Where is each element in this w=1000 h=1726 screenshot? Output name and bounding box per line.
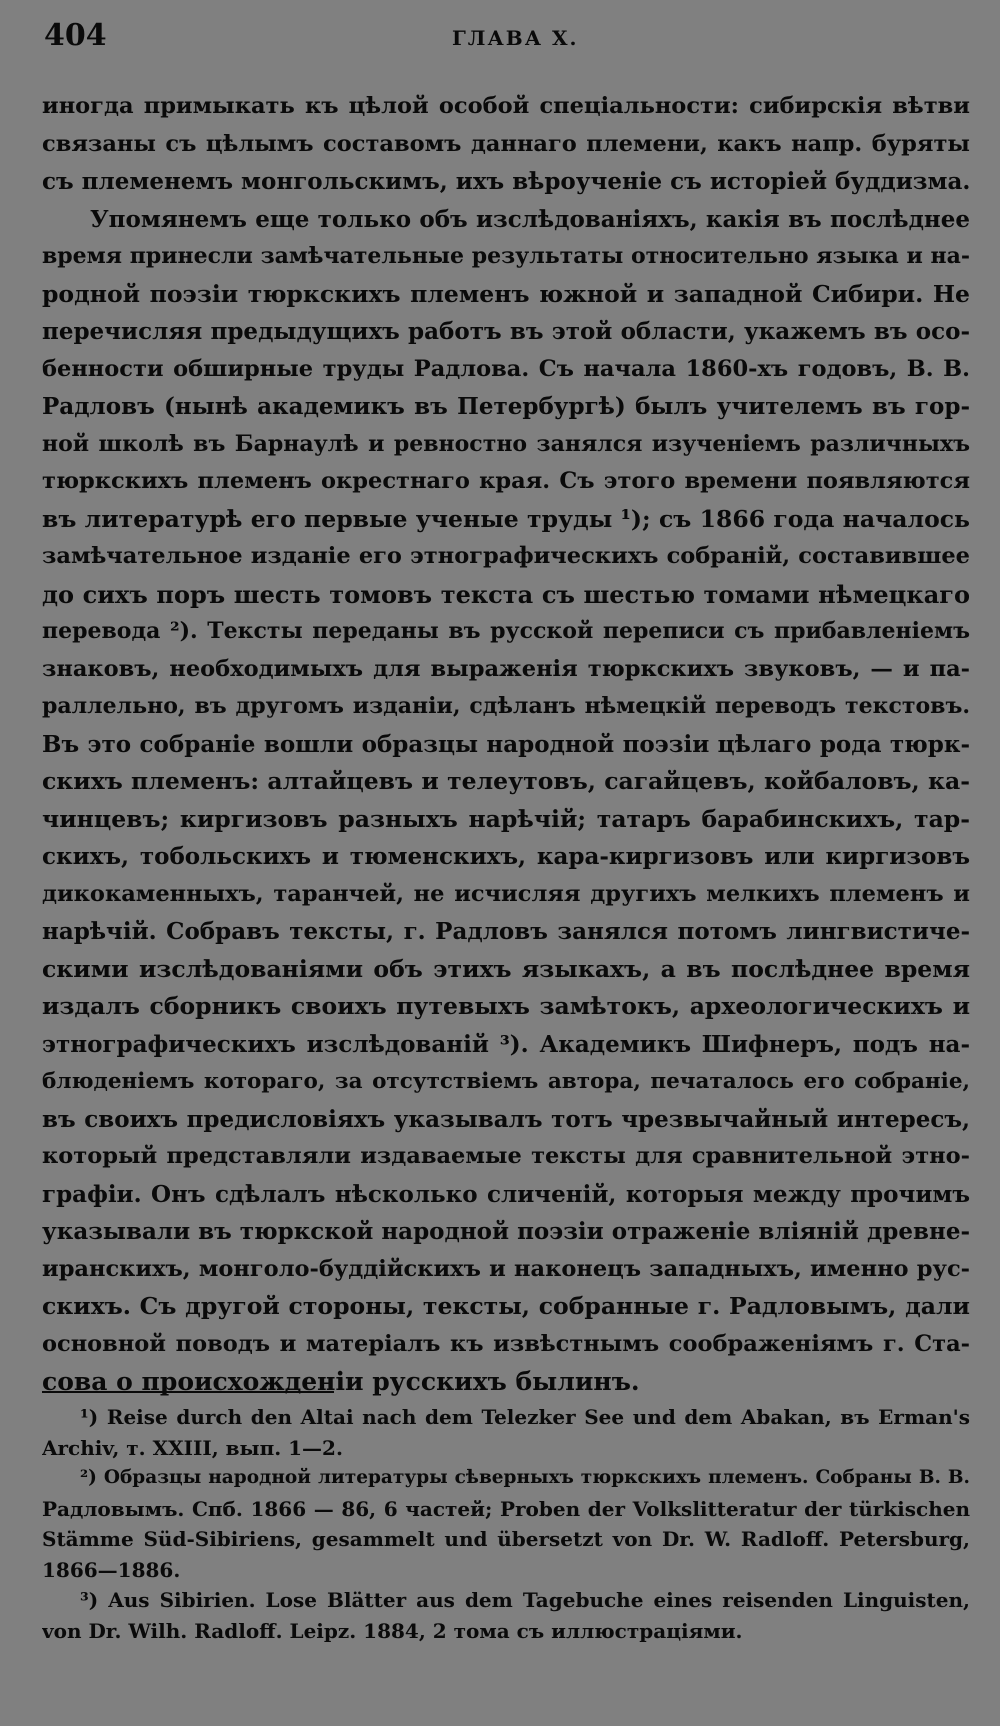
text-line: иногда примыкать къ цѣлой особой спеціальности: сибирскія вѣтви [42, 93, 970, 119]
text-line: перевода ²). Тексты переданы въ русской переписи съ прибавленіемъ [42, 618, 970, 644]
text-line: основной поводъ и матеріалъ къ извѣстнымъ соображеніямъ г. Ста- [42, 1330, 970, 1357]
page-header [44, 18, 960, 62]
footnote-line: Радловымъ. Спб. 1866 — 86, 6 частей; Proben der Volkslitteratur der türkischen [42, 1496, 970, 1521]
footnotes [42, 1402, 970, 1646]
text-line: замѣчательное изданіе его этнографическихъ собраній, составившее [42, 543, 970, 569]
text-line: время принесли замѣчательные результаты относительно языка и на- [42, 243, 970, 269]
text-line: ной школѣ въ Барнаулѣ и ревностно занялся изученіемъ различныхъ [42, 430, 970, 457]
text-line: иранскихъ, монголо-буддійскихъ и наконецъ западныхъ, именно рус- [42, 1255, 970, 1282]
footnote-line: ³) Aus Sibirien. Lose Blätter aus dem Tagebuche eines reisenden Linguisten, [80, 1588, 970, 1612]
text-line: скихъ. Съ другой стороны, тексты, собранные г. Радловымъ, дали [42, 1292, 970, 1320]
text-line: до сихъ поръ шесть томовъ текста съ шестью томами нѣмецкаго [42, 579, 970, 609]
footnote-line: ¹) Reise durch den Altai nach dem Telezker See und dem Abakan, въ Erman's [80, 1405, 970, 1429]
text-line: нарѣчій. Собравъ тексты, г. Радловъ занялся потомъ лингвистиче- [42, 918, 970, 945]
text-line: скихъ племенъ: алтайцевъ и телеутовъ, сагайцевъ, койбаловъ, ка- [42, 767, 970, 795]
text-line: сова о происхожденіи русскихъ былинъ. [42, 1367, 640, 1396]
text-line: указывали въ тюркской народной поэзіи отраженіе вліяній древне- [42, 1218, 970, 1245]
text-line: скими изслѣдованіями объ этихъ языкахъ, а въ послѣднее время [42, 954, 970, 983]
footnote-line: ²) Образцы народной литературы сѣверныхъ тюркскихъ племенъ. Собраны В. В. [80, 1467, 970, 1488]
text-line: знаковъ, необходимыхъ для выраженія тюркскихъ звуковъ, — и па- [42, 655, 970, 682]
text-line: раллельно, въ другомъ изданіи, сдѣланъ нѣмецкій переводъ текстовъ. [42, 693, 970, 719]
main-text [42, 88, 970, 1401]
text-line: въ своихъ предисловіяхъ указывалъ тотъ чрезвычайный интересъ, [42, 1105, 970, 1133]
text-line: связаны съ цѣлымъ составомъ даннаго племени, какъ напр. буряты [42, 130, 970, 157]
text-line: Въ это собраніе вошли образцы народной поэзіи цѣлаго рода тюрк- [42, 730, 970, 758]
footnote-separator [42, 1391, 334, 1393]
footnote-line: von Dr. Wilh. Radloff. Leipz. 1884, 2 тома съ иллюстраціями. [42, 1618, 743, 1643]
text-line: чинцевъ; киргизовъ разныхъ нарѣчій; татаръ барабинскихъ, тар- [42, 804, 970, 833]
footnote-line: Archiv, т. XXIII, вып. 1—2. [42, 1435, 343, 1460]
page-number: 404 [44, 18, 107, 53]
chapter-heading: ГЛАВА X. [452, 26, 579, 50]
text-line: блюденіемъ котораго, за отсутствіемъ автора, печаталось его собраніе, [42, 1069, 970, 1094]
text-line: графіи. Онъ сдѣлалъ нѣсколько сличеній, которыя между прочимъ [42, 1180, 970, 1208]
footnote-line: 1866—1886. [42, 1557, 181, 1582]
text-line: перечисляя предыдущихъ работъ въ этой области, укажемъ въ осо- [42, 318, 970, 345]
text-line: дикокаменныхъ, таранчей, не исчисляя другихъ мелкихъ племенъ и [42, 880, 970, 907]
text-line: Упомянемъ еще только объ изслѣдованіяхъ, какія въ послѣднее [90, 205, 970, 233]
text-line: бенности обширные труды Радлова. Съ начала 1860-хъ годовъ, В. В. [42, 355, 970, 382]
text-line: скихъ, тобольскихъ и тюменскихъ, кара-киргизовъ или киргизовъ [42, 843, 970, 870]
text-line: съ племенемъ монгольскимъ, ихъ вѣроученіе съ исторіей буддизма. [42, 168, 970, 195]
text-line: который представляли издаваемые тексты для сравнительной этно- [42, 1143, 970, 1169]
text-line: этнографическихъ изслѣдованій ³). Академикъ Шифнеръ, подъ на- [42, 1030, 970, 1058]
text-line: издалъ сборникъ своихъ путевыхъ замѣтокъ, археологическихъ и [42, 992, 970, 1020]
text-line: тюркскихъ племенъ окрестнаго края. Съ этого времени появляются [42, 468, 970, 494]
text-line: Радловъ (нынѣ академикъ въ Петербургѣ) былъ учителемъ въ гор- [42, 393, 970, 420]
footnote-line: Stämme Süd-Sibiriens, gesammelt und übersetzt von Dr. W. Radloff. Petersburg, [42, 1527, 970, 1551]
text-line: въ литературѣ его первые ученые труды ¹); съ 1866 года началось [42, 504, 970, 533]
text-line: родной поэзіи тюркскихъ племенъ южной и западной Сибири. Не [42, 279, 970, 308]
